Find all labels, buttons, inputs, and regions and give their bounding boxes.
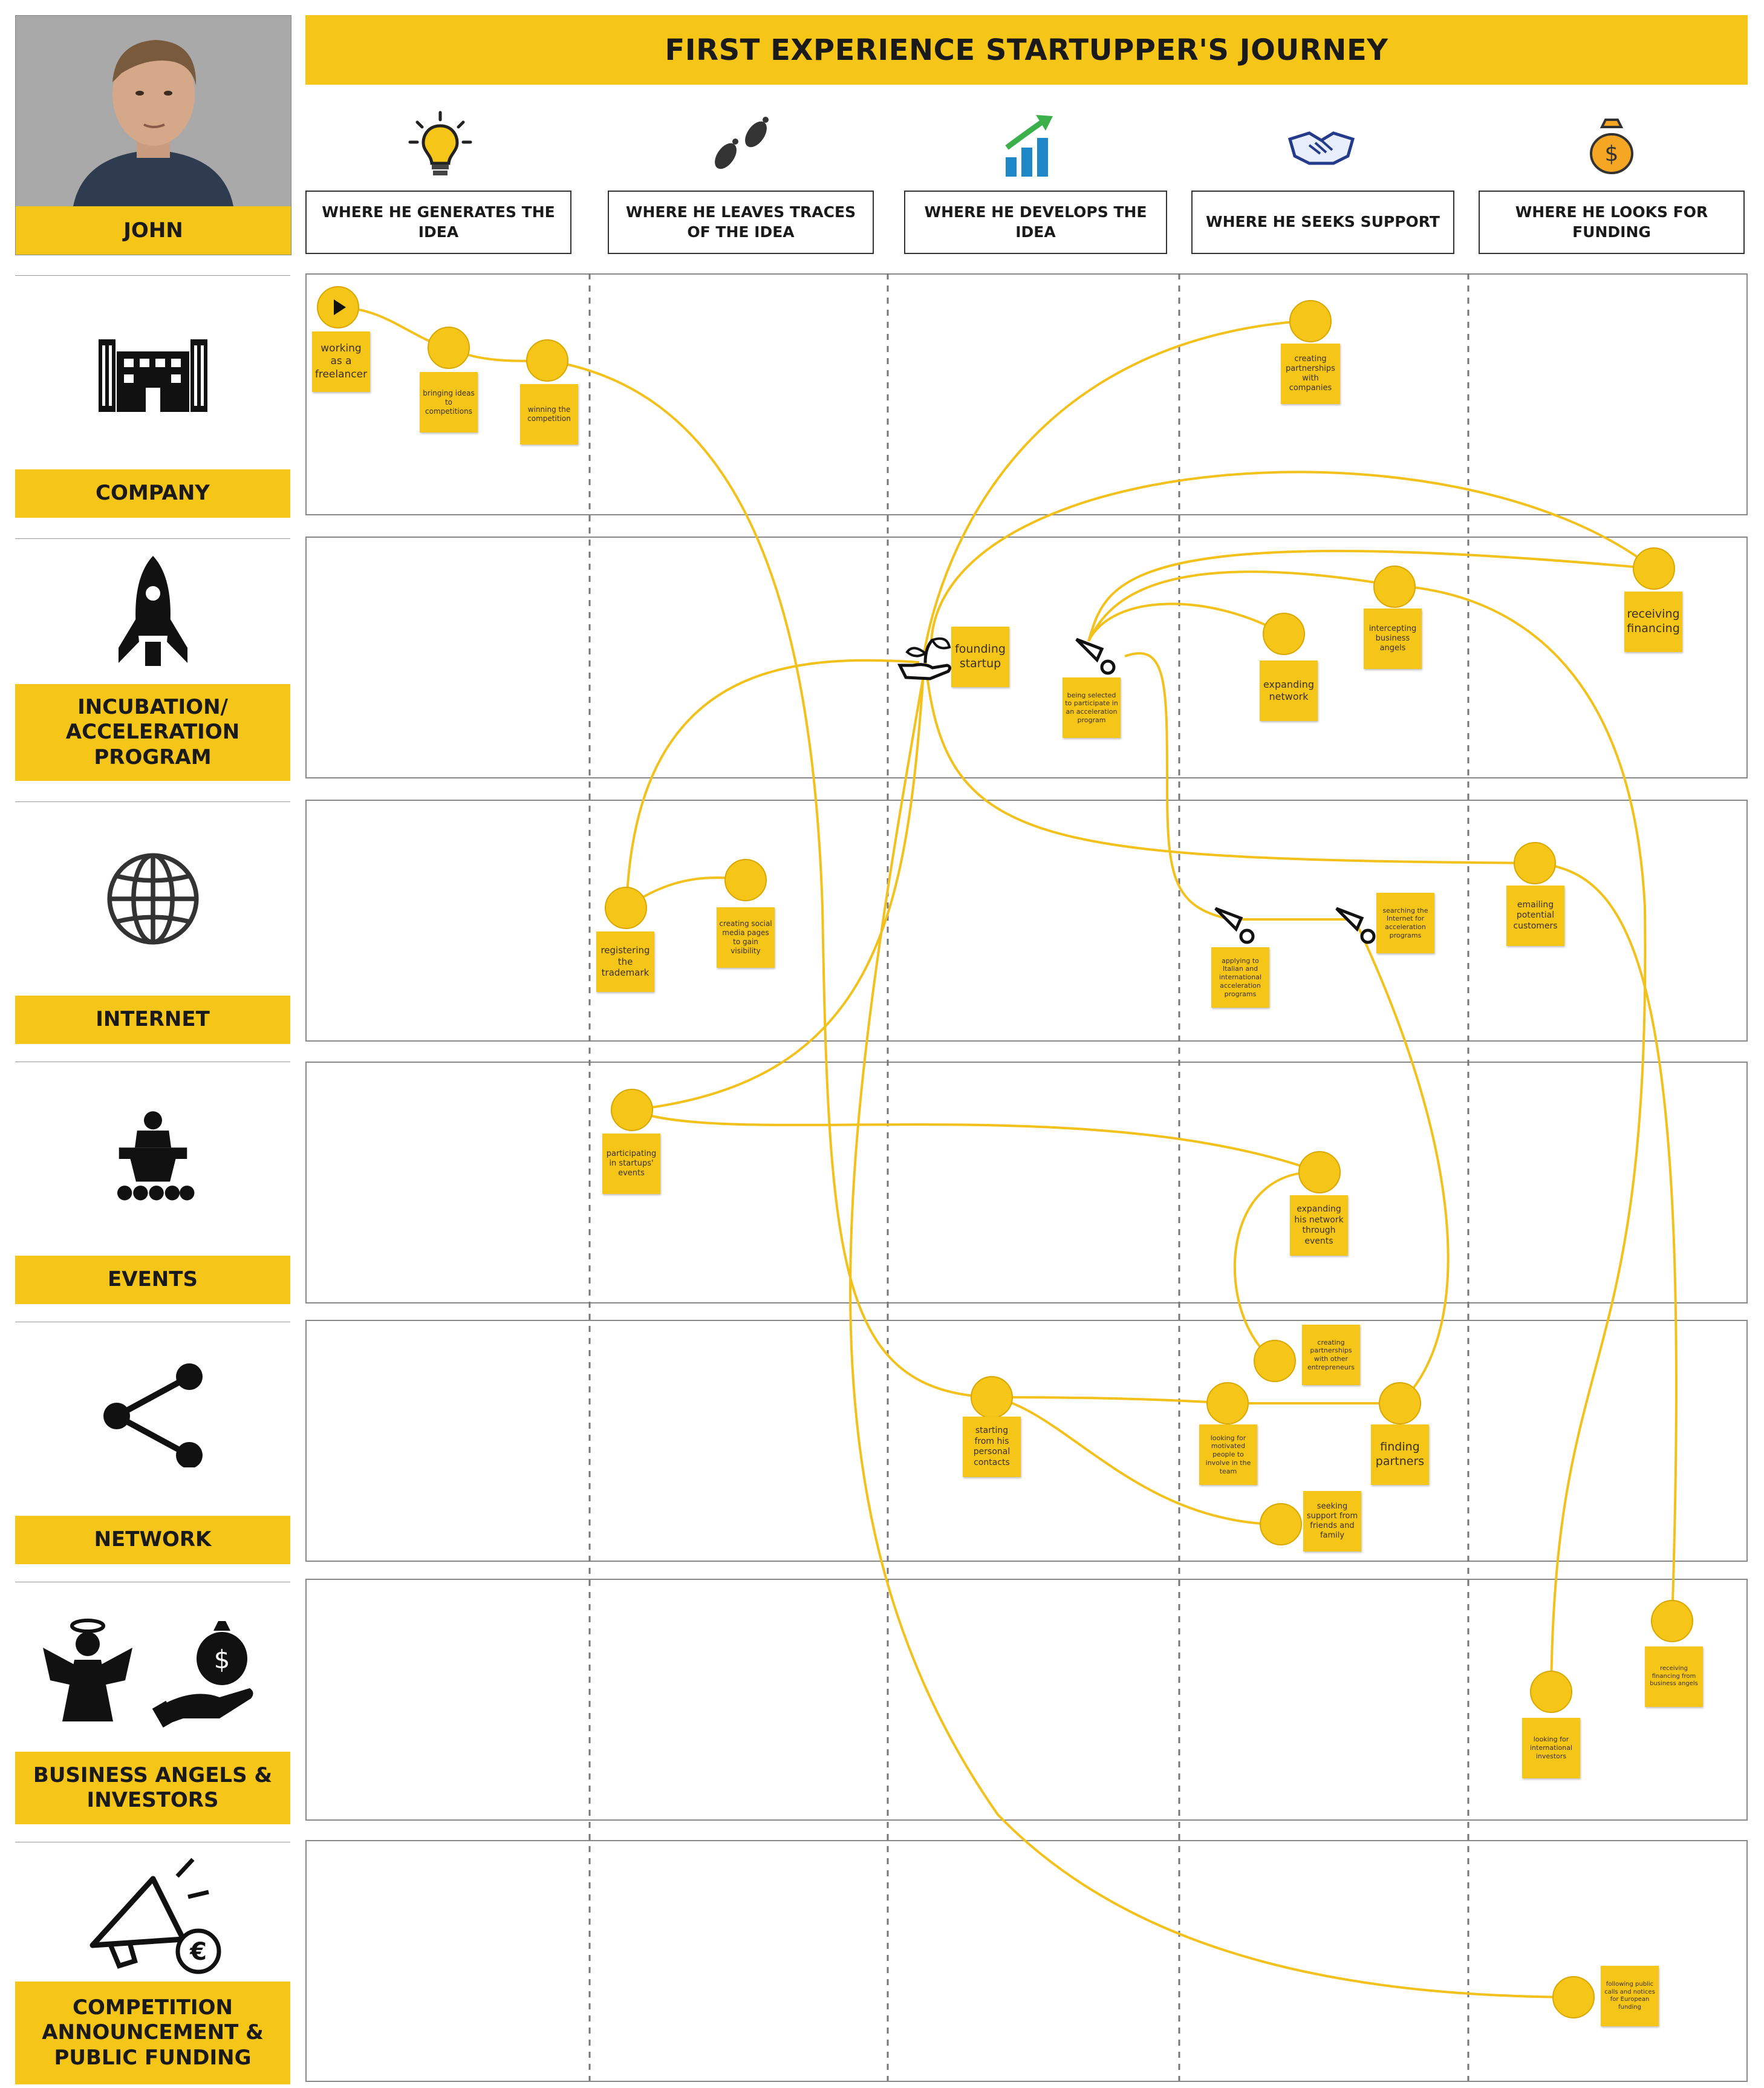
sticky-note: winning the competition	[520, 384, 578, 445]
svg-text:€: €	[189, 1938, 207, 1966]
journey-node	[1373, 566, 1416, 608]
journey-path	[339, 307, 1676, 1997]
journey-node	[1289, 300, 1332, 342]
sticky-note: finding partners	[1371, 1424, 1429, 1485]
sticky-note: expanding his network through events	[1290, 1195, 1348, 1256]
sticky-note: starting from his personal contacts	[963, 1417, 1021, 1477]
column-header-seeks-support: WHERE HE SEEKS SUPPORT	[1191, 191, 1454, 254]
sticky-note: participating in startups' events	[602, 1134, 660, 1194]
sticky-note: receiving financing	[1624, 592, 1682, 652]
journey-node	[1514, 842, 1556, 884]
column-header-generates-idea: WHERE HE GENERATES THE IDEA	[305, 191, 571, 254]
svg-text:$: $	[213, 1645, 230, 1674]
journey-node	[1552, 1976, 1595, 2018]
journey-node	[1254, 1340, 1296, 1382]
page-title: FIRST EXPERIENCE STARTUPPER'S JOURNEY	[305, 15, 1748, 85]
journey-node	[1633, 547, 1675, 590]
sticky-note: looking for international investors	[1522, 1718, 1580, 1778]
sticky-note: intercepting business angels	[1364, 608, 1422, 669]
journey-node	[1379, 1382, 1421, 1424]
sticky-note: bringing ideas to competitions	[420, 372, 478, 432]
row-label-text: NETWORK	[15, 1516, 290, 1564]
row-label-text: COMPANY	[15, 469, 290, 518]
journey-node	[1298, 1151, 1341, 1193]
journey-node	[1206, 1382, 1249, 1424]
journey-node	[971, 1376, 1013, 1418]
journey-node	[526, 339, 568, 382]
sticky-note: creating partnerships with companies	[1281, 344, 1340, 404]
sticky-note: receiving financing from business angels	[1645, 1646, 1703, 1707]
journey-node	[611, 1089, 653, 1131]
row-label-text: EVENTS	[15, 1256, 290, 1304]
sticky-note: applying to Italian and international acceleration programs	[1211, 947, 1269, 1008]
journey-node	[1530, 1671, 1572, 1713]
rocket-outline-icon	[1209, 901, 1258, 947]
journey-node	[1651, 1600, 1693, 1642]
row-label-text: INTERNET	[15, 996, 290, 1044]
journey-node	[724, 859, 767, 901]
sticky-note: creating partnerships with other entrepreneurs	[1302, 1325, 1360, 1385]
hand-plant-icon	[895, 629, 955, 683]
sticky-note: searching the Internet for acceleration programs	[1376, 893, 1434, 953]
sticky-note: creating social media pages to gain visibility	[717, 907, 775, 968]
journey-start-marker	[317, 286, 359, 328]
journey-node	[428, 327, 470, 369]
rocket-outline-icon	[1070, 632, 1119, 677]
sticky-note: founding startup	[951, 627, 1009, 687]
sticky-note: following public calls and notices for European funding	[1601, 1966, 1659, 2026]
row-label-text: INCUBATION/ ACCELERATION PROGRAM	[15, 684, 290, 781]
sticky-note: expanding network	[1260, 661, 1318, 721]
sticky-note: emailing potential customers	[1506, 886, 1564, 946]
column-header-leaves-traces: WHERE HE LEAVES TRACES OF THE IDEA	[608, 191, 874, 254]
sticky-note: working as a freelancer	[312, 331, 370, 392]
column-header-looks-for-funding: WHERE HE LOOKS FOR FUNDING	[1479, 191, 1745, 254]
journey-node	[1263, 613, 1305, 655]
rocket-outline-icon	[1330, 901, 1379, 947]
sticky-note: looking for motivated people to involve in the team	[1199, 1424, 1257, 1485]
persona-name: JOHN	[123, 218, 183, 243]
sticky-note: registering the trademark	[596, 931, 654, 992]
row-label-text: BUSINESS ANGELS & INVESTORS	[15, 1752, 290, 1824]
svg-text:$: $	[1604, 142, 1619, 166]
sticky-note: being selected to participate in an acceleration program	[1063, 677, 1121, 738]
sticky-note: seeking support from friends and family	[1303, 1491, 1361, 1551]
journey-node	[1260, 1503, 1302, 1545]
column-header-develops-idea: WHERE HE DEVELOPS THE IDEA	[904, 191, 1167, 254]
row-label-text: COMPETITION ANNOUNCEMENT & PUBLIC FUNDING	[15, 1982, 290, 2084]
journey-node	[605, 887, 647, 929]
